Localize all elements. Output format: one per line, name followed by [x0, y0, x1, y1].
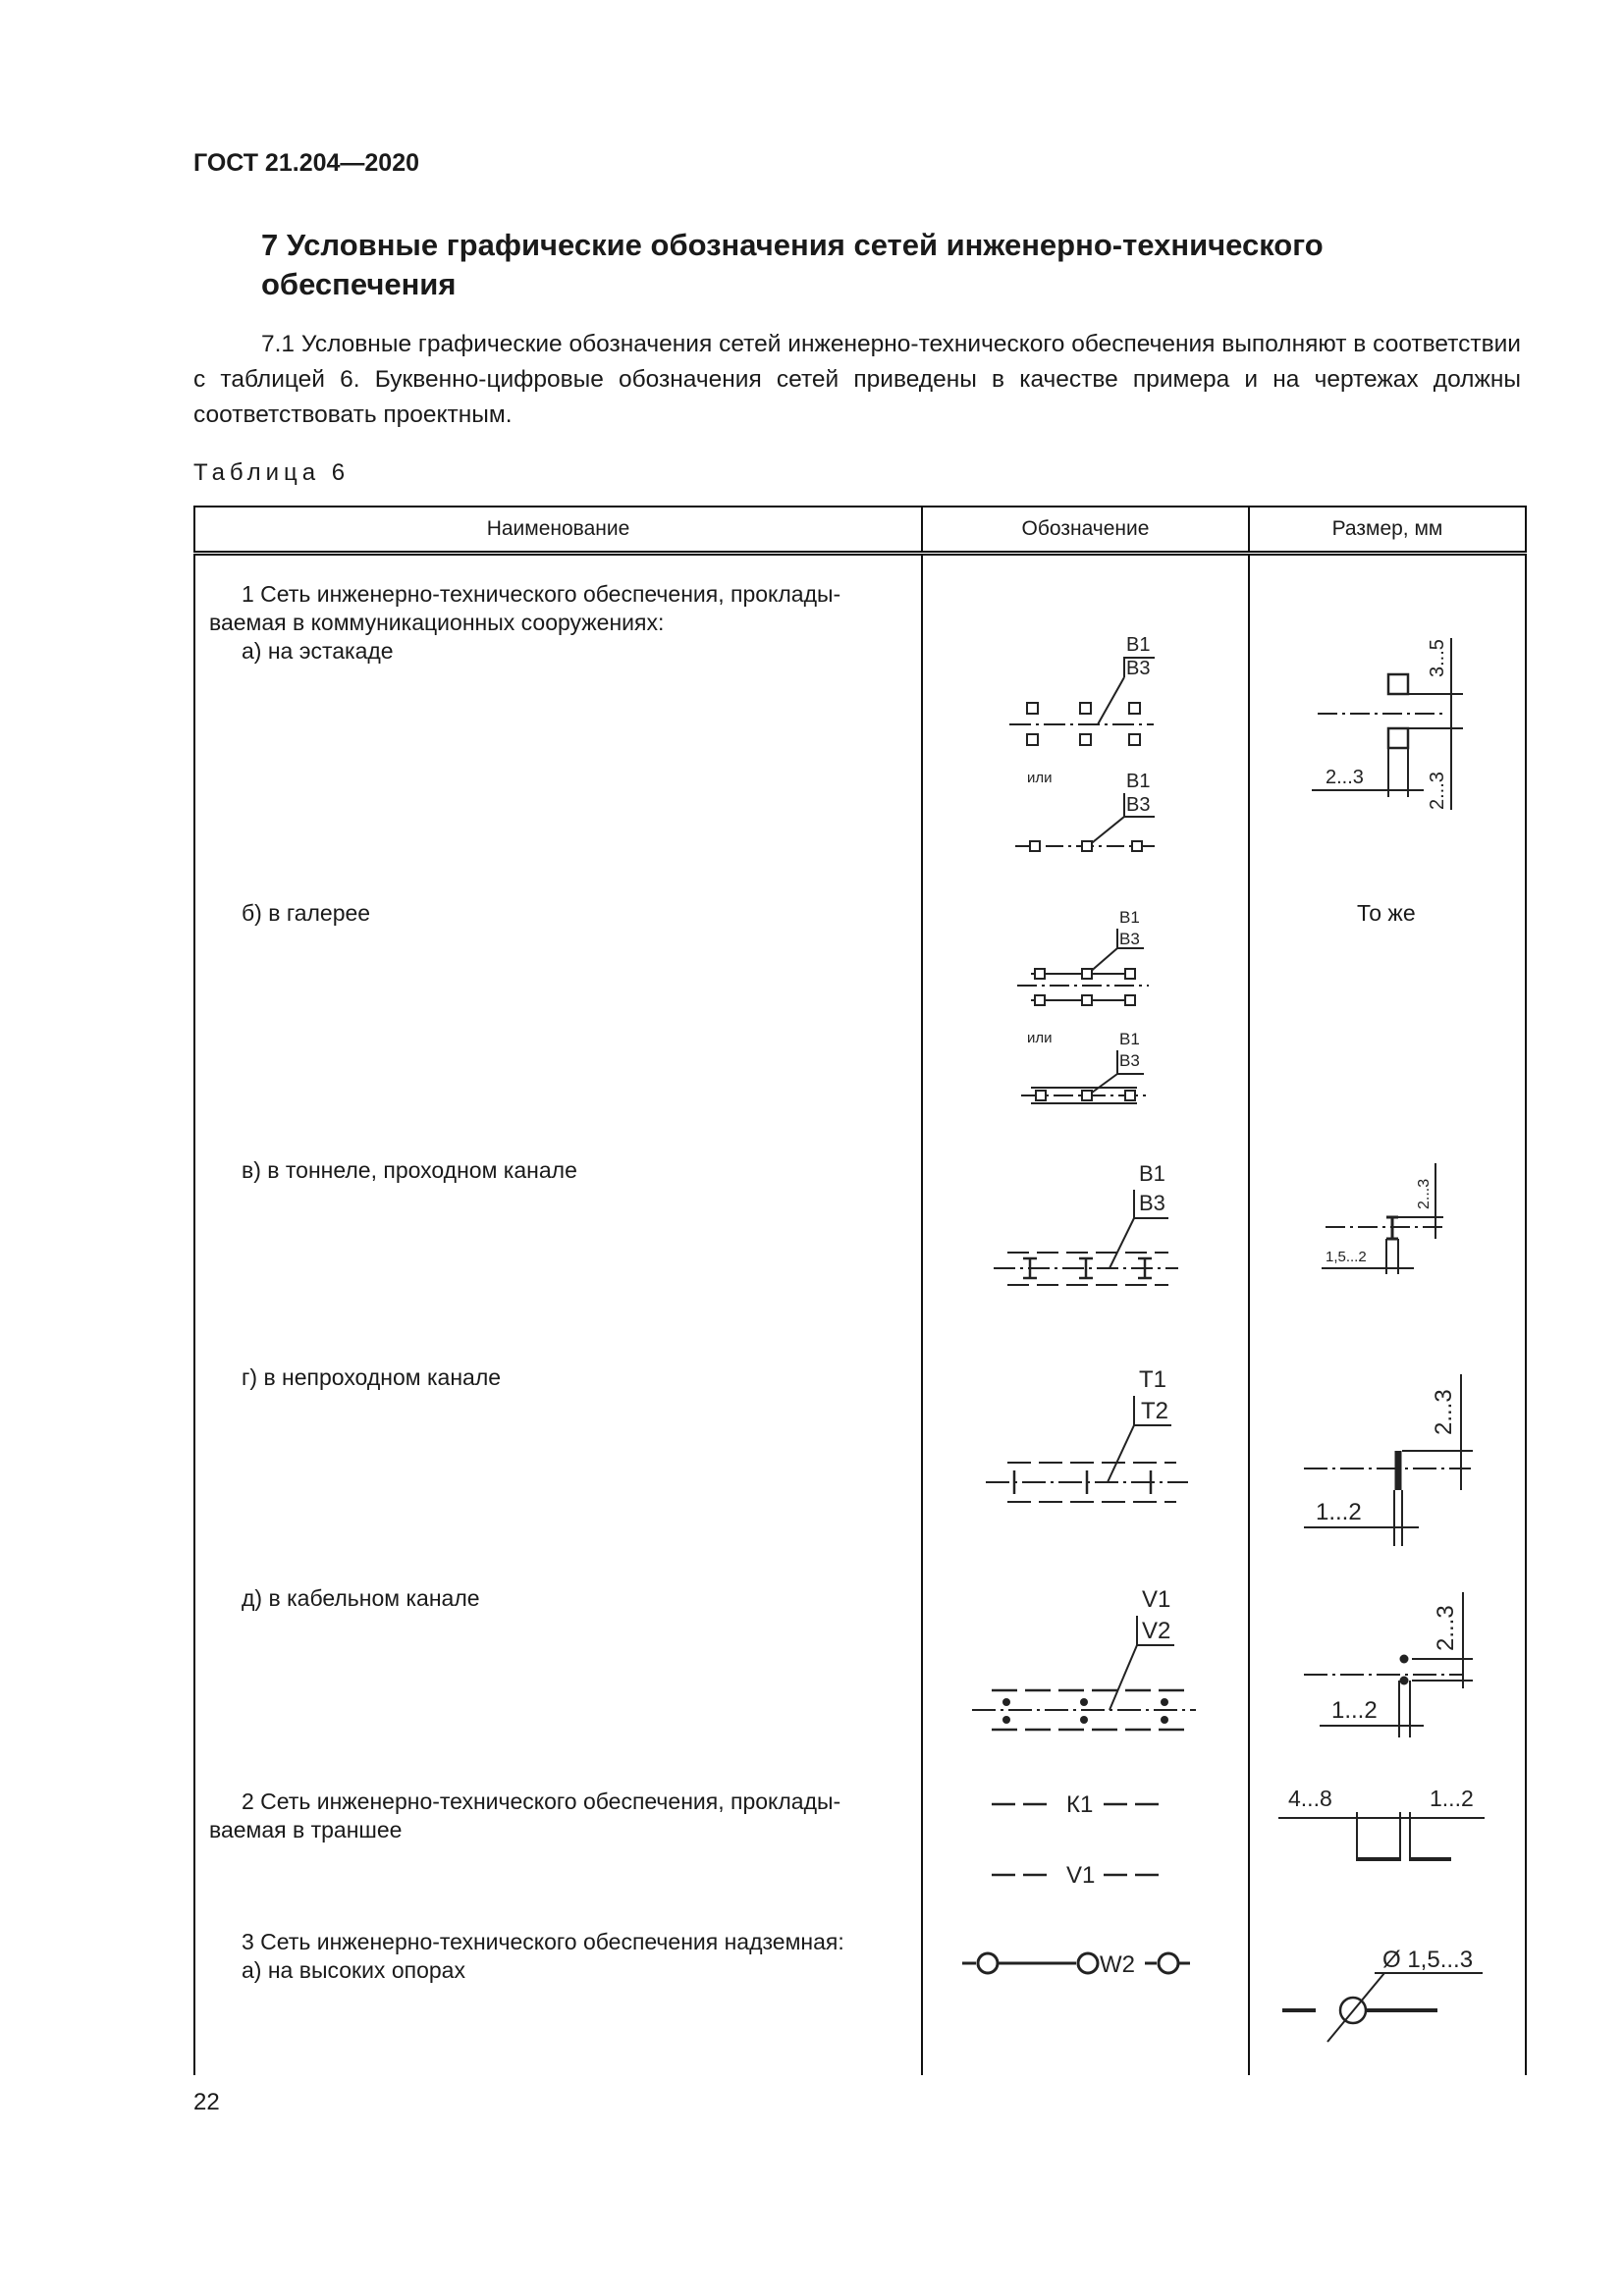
row-3-name: 3 Сеть инженерно-технического обеспечения надземная: а) на высоких опорах [242, 1929, 844, 1983]
label-b3: В3 [1119, 930, 1140, 948]
label-diameter: Ø 1,5...3 [1382, 1947, 1474, 1973]
label-v1: V1 [1066, 1862, 1096, 1889]
row-1e-name: д) в кабельном канале [242, 1585, 480, 1611]
label-2-3: 2...3 [1326, 767, 1364, 788]
row-1b-name: б) в галерее [242, 900, 371, 926]
size-transheya [1278, 1786, 1485, 1861]
symbol-galereya [1017, 908, 1149, 1103]
label-b3: В3 [1119, 1051, 1140, 1070]
label-2-3: 2...3 [1433, 1605, 1459, 1651]
label-1-2: 1...2 [1331, 1697, 1378, 1724]
row-1b-size: То же [1357, 900, 1416, 926]
label-b3: В3 [1126, 794, 1151, 816]
label-v1: V1 [1142, 1586, 1171, 1613]
section-title-line1: 7 Условные графические обозначения сетей инженерно-технического [261, 228, 1324, 262]
label-ili: или [1027, 770, 1053, 786]
label-b1: В1 [1139, 1161, 1165, 1186]
label-w2: W2 [1100, 1951, 1135, 1978]
label-k1: К1 [1066, 1791, 1094, 1818]
document-code: ГОСТ 21.204—2020 [193, 149, 420, 177]
label-3-5: 3...5 [1427, 639, 1448, 677]
size-nadzemnaya [1282, 1947, 1483, 2042]
symbol-kabelnyy-kanal [972, 1586, 1196, 1730]
symbol-nadzemnaya [962, 1951, 1190, 1978]
header-name: Наименование [194, 507, 922, 554]
label-b3: В3 [1126, 658, 1151, 679]
label-2-3: 2...3 [1431, 1389, 1457, 1435]
label-1-2: 1...2 [1316, 1499, 1362, 1525]
symbol-tonnel [994, 1161, 1178, 1285]
label-ili: или [1027, 1030, 1053, 1046]
symbol-estakada [1009, 634, 1159, 851]
label-2-3: 2...3 [1416, 1178, 1433, 1209]
size-estakada [1312, 638, 1463, 810]
label-t1: Т1 [1139, 1366, 1167, 1393]
label-4-8: 4...8 [1288, 1786, 1332, 1811]
label-b1: В1 [1119, 1030, 1140, 1048]
label-1-5-2: 1,5...2 [1326, 1249, 1367, 1265]
table-caption: Таблица 6 [193, 459, 351, 486]
row-1d-name: г) в непроходном канале [242, 1364, 502, 1390]
label-1-2: 1...2 [1430, 1786, 1474, 1811]
size-tonnel [1322, 1163, 1443, 1274]
size-kabelnyy-kanal [1304, 1592, 1473, 1737]
label-2-3: 2...3 [1427, 772, 1448, 810]
symbol-transheya [992, 1791, 1159, 1889]
row-1-name: 1 Сеть инженерно-технического обеспечения, проклады- ваемая в коммуникационных сооружениях: а) на эстакаде [209, 581, 841, 664]
label-b1: В1 [1126, 771, 1151, 792]
label-t2: Т2 [1141, 1398, 1169, 1424]
label-v2: V2 [1142, 1618, 1171, 1644]
page-number: 22 [193, 2089, 220, 2115]
header-symbol: Обозначение [922, 507, 1249, 554]
size-neprohodnoy-kanal [1304, 1374, 1473, 1546]
label-b1: В1 [1119, 908, 1140, 927]
paragraph-text: 7.1 Условные графические обозначения сетей инженерно-технического обеспечения выполняют в соответствии с таблицей 6. Буквенно-цифровые обозначения сетей приведены в качестве примера и на чертежах должны соответствовать проектным. [193, 331, 1521, 428]
label-b1: В1 [1126, 634, 1151, 656]
section-title-line2: обеспечения [261, 267, 457, 301]
label-b3: В3 [1139, 1191, 1165, 1215]
row-2-name: 2 Сеть инженерно-технического обеспечения, проклады- ваемая в траншее [209, 1789, 841, 1842]
symbol-neprohodnoy-kanal [986, 1366, 1188, 1502]
row-1c-name: в) в тоннеле, проходном канале [242, 1157, 577, 1183]
header-size: Размер, мм [1249, 507, 1526, 554]
